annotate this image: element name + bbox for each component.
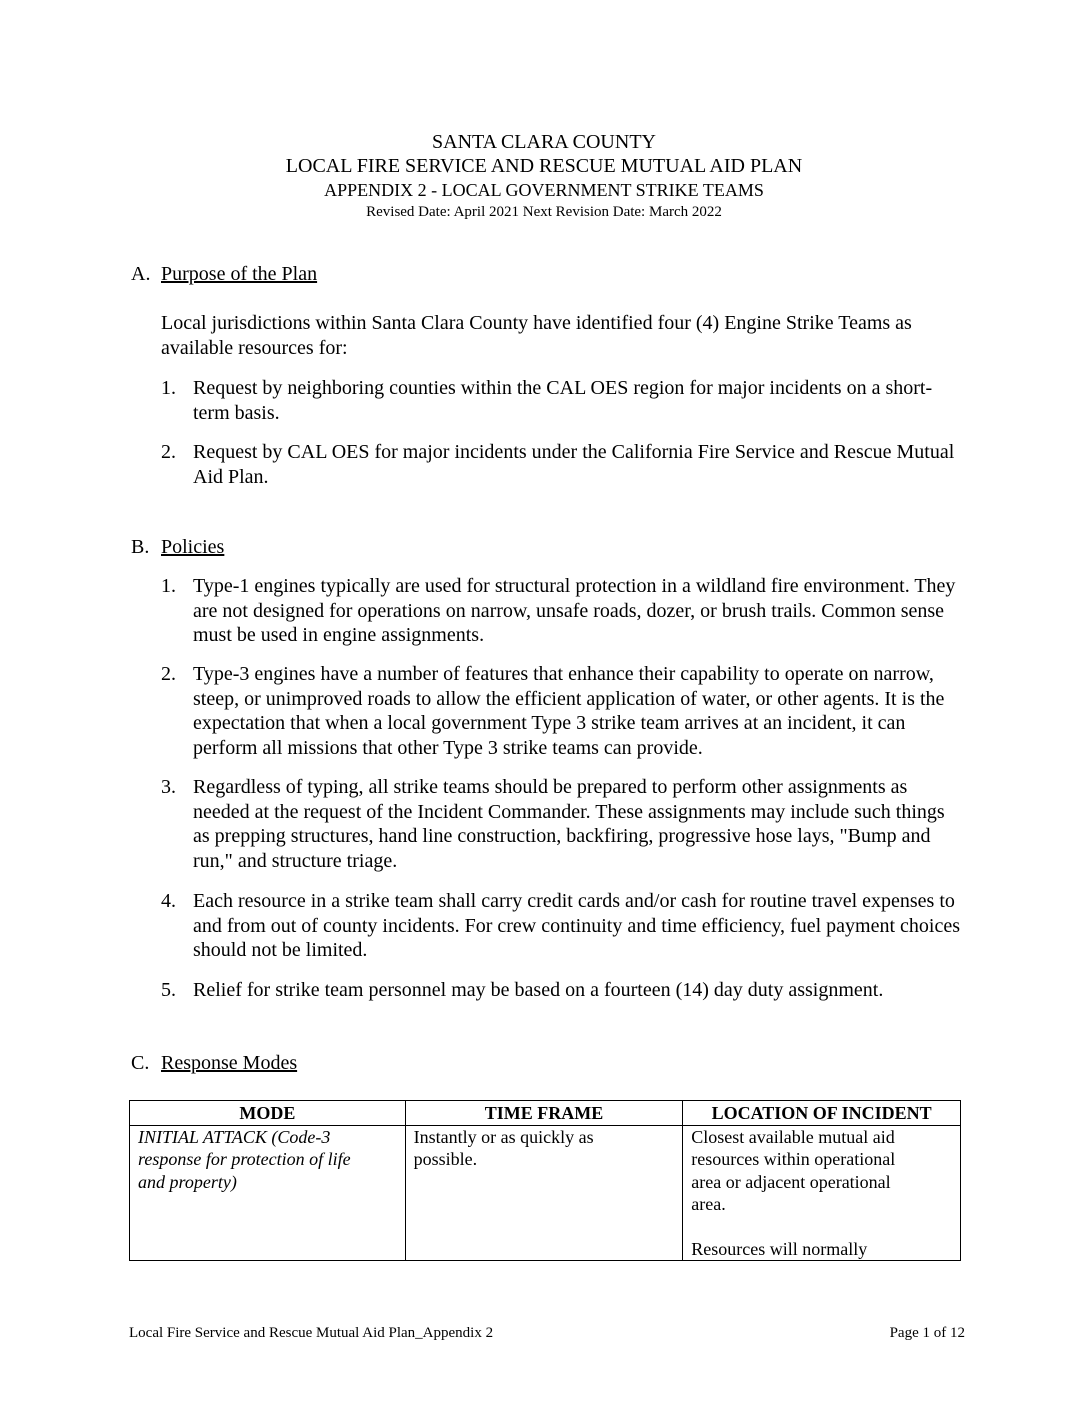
item-text: Regardless of typing, all strike teams should be prepared to perform other assignments as needed at the request of the Incident Commander. These assignments may include such things as prepping structures, hand line construction, backfiring, progressive hose lays, "Bump and run," and structure triage.	[193, 776, 945, 872]
cell-line: response for protection of life	[138, 1149, 351, 1169]
section-c-heading	[131, 1051, 297, 1075]
list-item	[161, 889, 961, 963]
item-text: Request by neighboring counties within the CAL OES region for major incidents on a short-term basis.	[193, 377, 933, 424]
plan-title: LOCAL FIRE SERVICE AND RESCUE MUTUAL AID PLAN	[285, 155, 803, 177]
item-number: 2.	[161, 663, 176, 685]
cell-line: possible.	[413, 1149, 478, 1169]
cell-line: resources within operational	[691, 1149, 896, 1169]
item-text: Type-1 engines typically are used for structural protection in a wildland fire environment. They are not designed for operations on narrow, unsafe roads, dozer, or brush trails. Common sense must be used in engine assignments.	[193, 575, 956, 646]
cell-time-frame	[405, 1125, 683, 1261]
cell-line: area.	[691, 1194, 726, 1214]
section-title: Purpose of the Plan	[161, 263, 318, 285]
footer-document-name: Local Fire Service and Rescue Mutual Aid Plan_Appendix 2	[129, 1325, 494, 1341]
cell-line: INITIAL ATTACK (Code-3	[138, 1126, 331, 1147]
cell-spacer	[691, 1216, 952, 1238]
list-item	[161, 574, 961, 648]
cell-line: and property)	[138, 1171, 237, 1192]
footer-page-number: Page 1 of 12	[889, 1325, 965, 1341]
item-number: 1.	[161, 575, 176, 597]
item-number: 1.	[161, 377, 176, 399]
item-number: 5.	[161, 979, 176, 1001]
item-number: 3.	[161, 776, 176, 798]
cell-mode	[130, 1125, 406, 1261]
list-item	[161, 978, 961, 1003]
item-text: Type-3 engines have a number of features that enhance their capability to operate on narrow, steep, or unimproved roads to allow the efficient application of water, or other agents. It is the expectation that when a local government Type 3 strike team arrives at an incident, it can perform all missions that other Type 3 strike teams can provide.	[193, 663, 945, 759]
section-a-intro: Local jurisdictions within Santa Clara County have identified four (4) Engine Strike Teams as available resources for:	[161, 312, 912, 359]
cell-line: Closest available mutual aid	[691, 1126, 895, 1147]
section-a-heading	[131, 262, 317, 286]
item-number: 4.	[161, 890, 176, 912]
list-item	[161, 440, 961, 489]
cell-location	[683, 1125, 961, 1261]
section-letter: C.	[131, 1052, 150, 1074]
county-title: SANTA CLARA COUNTY	[432, 131, 656, 153]
cell-line: Resources will normally	[691, 1238, 868, 1259]
section-letter: B.	[131, 536, 150, 558]
item-number: 2.	[161, 441, 176, 463]
item-text: Request by CAL OES for major incidents under the California Fire Service and Rescue Mutual Aid Plan.	[193, 441, 955, 488]
list-item	[161, 662, 961, 760]
table-row	[130, 1125, 961, 1261]
appendix-title: APPENDIX 2 - LOCAL GOVERNMENT STRIKE TEAMS	[324, 180, 764, 200]
header-time-frame: TIME FRAME	[405, 1101, 683, 1126]
cell-line: Instantly or as quickly as	[413, 1126, 594, 1147]
header-location: LOCATION OF INCIDENT	[683, 1101, 961, 1126]
section-title: Policies	[161, 536, 225, 558]
header-mode: MODE	[130, 1101, 406, 1126]
list-item	[161, 376, 961, 425]
cell-line: area or adjacent operational	[691, 1171, 891, 1192]
item-text: Each resource in a strike team shall carry credit cards and/or cash for routine travel expenses to and from out of county incidents. For crew continuity and time efficiency, fuel payment choices should not be limited.	[193, 890, 960, 961]
revision-dates: Revised Date: April 2021 Next Revision Date: March 2022	[366, 204, 722, 220]
section-title: Response Modes	[161, 1052, 298, 1074]
response-modes-table	[129, 1100, 961, 1261]
document-header	[0, 130, 1088, 222]
table-header-row	[130, 1101, 961, 1126]
section-letter: A.	[131, 263, 151, 285]
section-b-heading	[131, 535, 224, 559]
list-item	[161, 775, 961, 873]
item-text: Relief for strike team personnel may be based on a fourteen (14) day duty assignment.	[193, 979, 884, 1001]
